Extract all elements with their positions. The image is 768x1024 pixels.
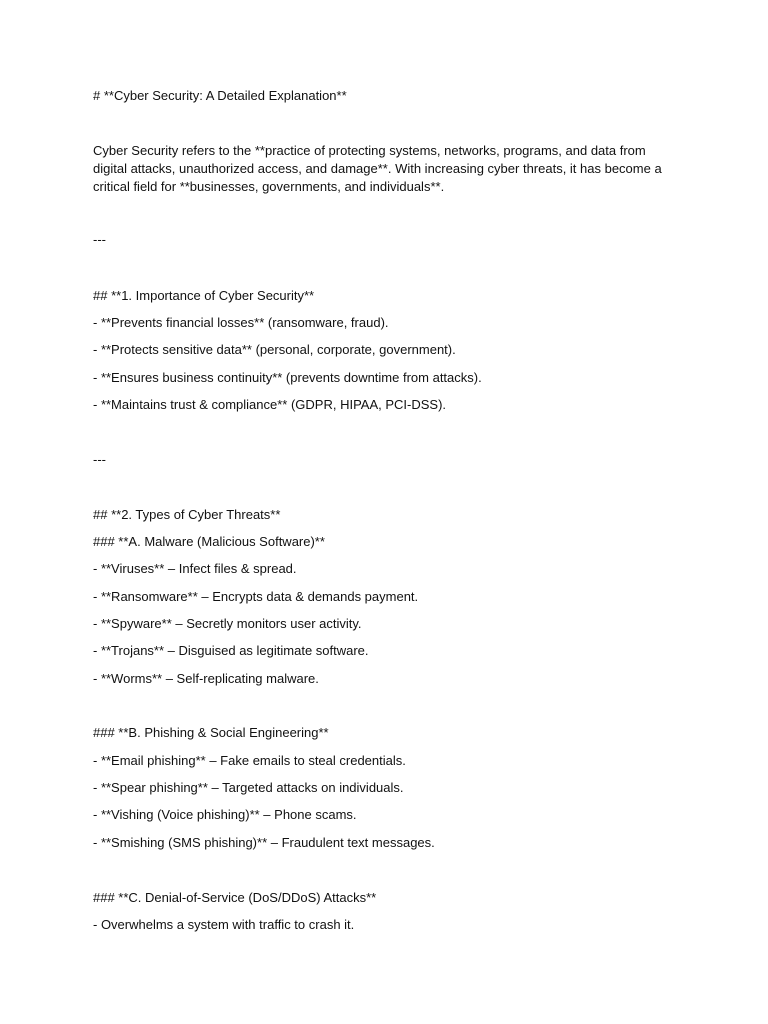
subsection-a-item: - **Trojans** – Disguised as legitimate software. (93, 643, 369, 658)
section-2-heading: ## **2. Types of Cyber Threats** (93, 507, 281, 522)
subsection-b-item: - **Spear phishing** – Targeted attacks on individuals. (93, 780, 404, 795)
section-1-heading: ## **1. Importance of Cyber Security** (93, 288, 315, 303)
section-1-item: - **Prevents financial losses** (ransomware, fraud). (93, 315, 389, 330)
subsection-a-heading: ### **A. Malware (Malicious Software)** (93, 534, 325, 549)
subsection-b-item: - **Email phishing** – Fake emails to steal credentials. (93, 753, 406, 768)
subsection-b-item: - **Smishing (SMS phishing)** – Fraudulent text messages. (93, 835, 435, 850)
divider-2: --- (93, 452, 106, 467)
subsection-c-item: - Overwhelms a system with traffic to crash it. (93, 917, 355, 932)
subsection-c-heading: ### **C. Denial-of-Service (DoS/DDoS) Attacks** (93, 890, 377, 905)
document-page (93, 0, 678, 1024)
section-1-item: - **Ensures business continuity** (prevents downtime from attacks). (93, 370, 482, 385)
divider-1: --- (93, 232, 106, 247)
section-1-item: - **Protects sensitive data** (personal, corporate, government). (93, 342, 456, 357)
document-title: # **Cyber Security: A Detailed Explanation** (93, 88, 347, 103)
subsection-b-heading: ### **B. Phishing & Social Engineering** (93, 725, 329, 740)
subsection-a-item: - **Viruses** – Infect files & spread. (93, 561, 297, 576)
section-1-item: - **Maintains trust & compliance** (GDPR, HIPAA, PCI-DSS). (93, 397, 447, 412)
subsection-a-item: - **Worms** – Self-replicating malware. (93, 671, 319, 686)
subsection-a-item: - **Ransomware** – Encrypts data & demands payment. (93, 589, 419, 604)
subsection-b-item: - **Vishing (Voice phishing)** – Phone scams. (93, 807, 357, 822)
subsection-a-item: - **Spyware** – Secretly monitors user activity. (93, 616, 362, 631)
intro-paragraph: Cyber Security refers to the **practice of protecting systems, networks, programs, and data from digital attacks, unauthorized access, and damage**. With increasing cyber threats, it has become a critical field for **businesses, governments, and individuals**. (93, 143, 662, 194)
